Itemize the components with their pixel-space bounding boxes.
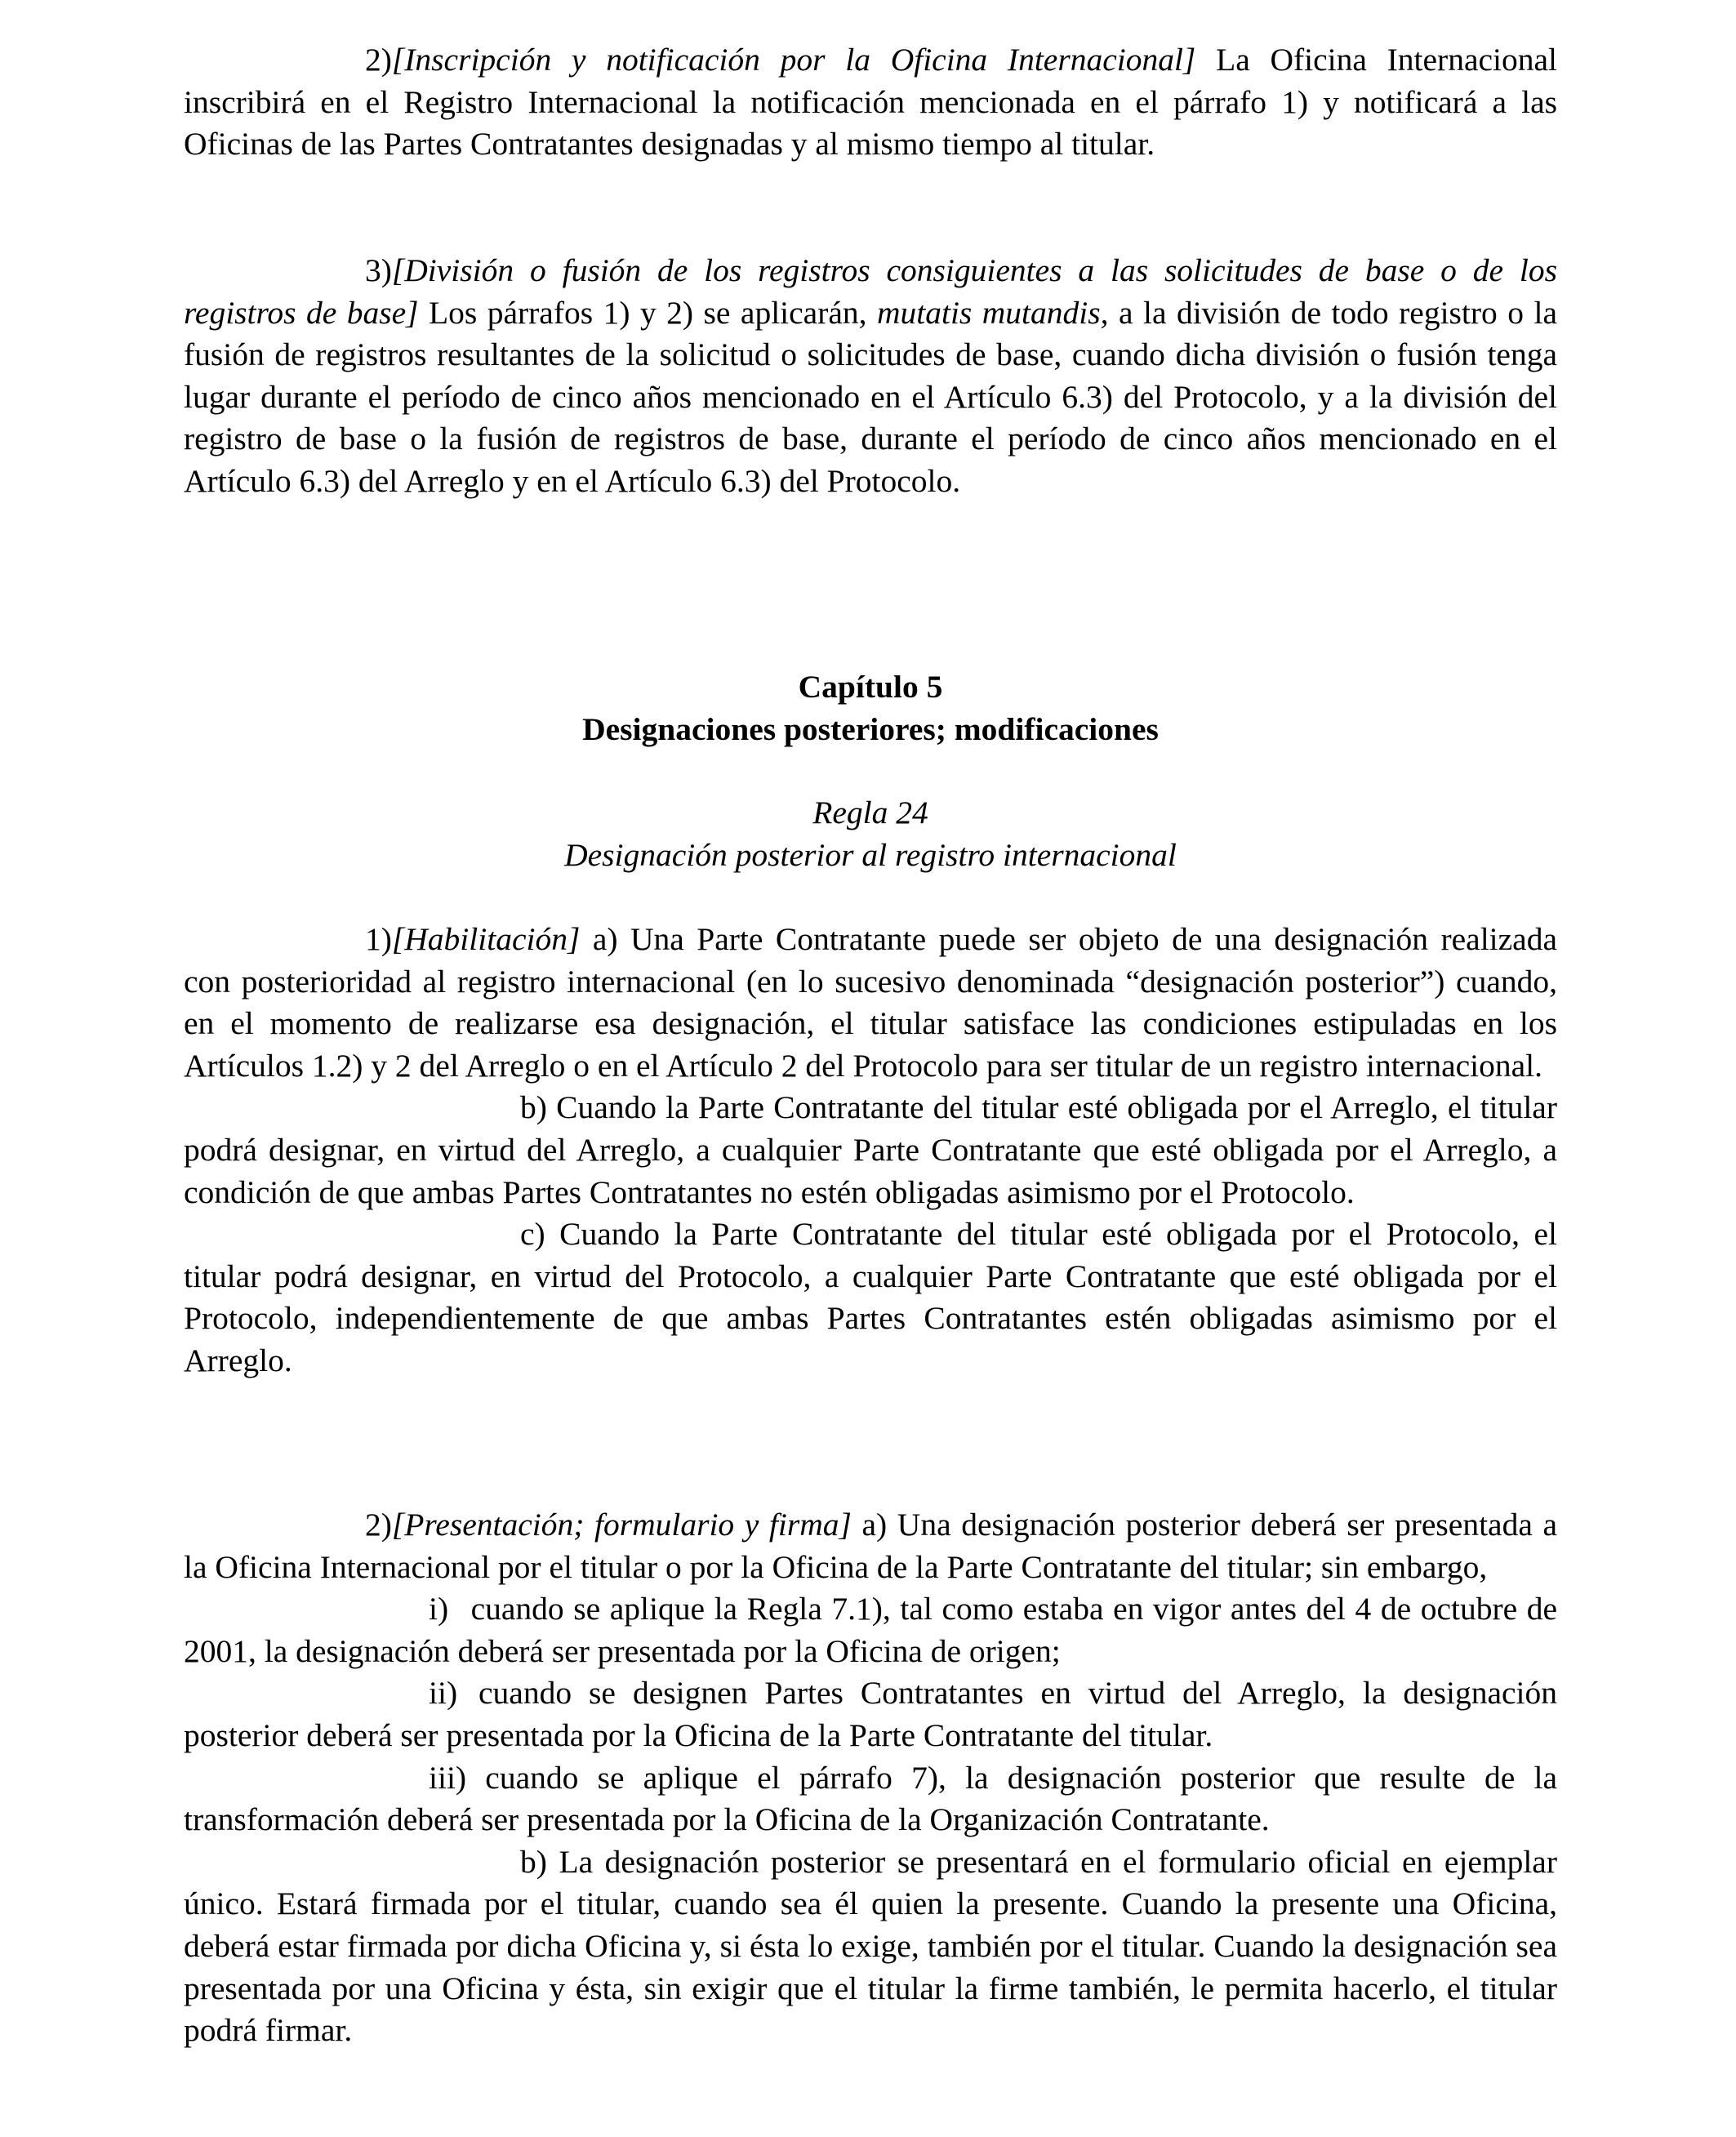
rule-label: Regla 24 — [812, 795, 928, 830]
item-label: i) — [429, 1591, 449, 1627]
paragraph-number: 2) — [365, 1507, 392, 1543]
subparagraph-b-text: La designación posterior se presentará en el formulario oficial en ejemplar único. Estará firmada por el titular, cuando sea él quien la presente. Cuando la presente una Oficina, deberá estar firmada por dicha Oficina y, si ésta lo exige, también por el titular. Cuando la designación sea presentada por una Oficina y ésta, sin exigir que el titular la firme también, le permita hacerlo, el titular podrá firmar. — [184, 1843, 1557, 2049]
item-iii-text: cuando se aplique el párrafo 7), la designación posterior que resulte de la transformación deberá ser presentada por la Oficina de la Organización Contratante. — [184, 1759, 1558, 1838]
rule-24-paragraph-2 — [184, 1504, 1557, 2052]
paragraph-2-b — [184, 1841, 1557, 2052]
subparagraph-a-text: a) Una designación posterior deberá ser presentada a la Oficina Internacional por el titular o por la Oficina de la Parte Contratante del titular; sin embargo, — [184, 1507, 1558, 1585]
subparagraph-label: b) — [520, 1843, 547, 1880]
paragraph-text-after: a la división de todo registro o la fusión de registros resultantes de la solicitud o solicitudes de base, cuando dicha división o fusión tenga lugar durante el período de cinco años mencionado en el Artículo 6.3) del Protocolo, y a la división del registro de base o la fusión de registros de base, durante el período de cinco años mencionado en el Artículo 6.3) del Arreglo y en el Artículo 6.3) del Protocolo. — [184, 294, 1557, 499]
paragraph-text-before: Los párrafos 1) y 2) se aplicarán, — [429, 294, 867, 331]
subparagraph-a-text: a) Una Parte Contratante puede ser objeto de una designación realizada con posterioridad al registro internacional (en lo sucesivo denominada “designación posterior”) cuando, en el momento de realizarse esa designación, el titular satisface las condiciones estipuladas en los Artículos 1.2) y 2 del Arreglo o en el Artículo 2 del Protocolo para ser titular de un registro internacional. — [184, 921, 1557, 1084]
item-i — [184, 1588, 1557, 1672]
subparagraph-label: c) — [520, 1216, 545, 1253]
paragraph-1-a — [184, 919, 1557, 1087]
paragraph-heading: [Presentación; formulario y firma] — [391, 1507, 852, 1543]
rule-24-paragraph-1 — [184, 919, 1557, 1382]
paragraph-number: 3) — [365, 252, 392, 288]
paragraph-number: 1) — [365, 921, 392, 957]
paragraph-heading: [Habilitación] — [391, 921, 581, 957]
chapter-title: Designaciones posteriores; modificaciones — [582, 711, 1159, 747]
item-label: iii) — [429, 1759, 467, 1796]
item-iii — [184, 1757, 1557, 1841]
item-ii-text: cuando se designen Partes Contratantes en virtud del Arreglo, la designación posterior deberá ser presentada por la Oficina de la Parte Contratante del titular. — [184, 1675, 1558, 1753]
paragraph-23-2 — [184, 39, 1557, 166]
subparagraph-label: b) — [520, 1089, 547, 1126]
paragraph-heading: [División o fusión de los registros consiguientes a las solicitudes de base o de los registros de base] — [184, 252, 1557, 331]
paragraph-1-c — [184, 1213, 1557, 1382]
paragraph-number: 2) — [365, 42, 392, 78]
paragraph-23-3 — [184, 250, 1557, 503]
paragraph-2-a — [184, 1504, 1557, 1588]
paragraph-1-b — [184, 1087, 1557, 1213]
subparagraph-c-text: Cuando la Parte Contratante del titular esté obligada por el Protocolo, el titular podrá designar, en virtud del Protocolo, a cualquier Parte Contratante que esté obligada por el Protocolo, independientemente de que ambas Partes Contratantes estén obligadas asimismo por el Arreglo. — [184, 1216, 1557, 1378]
item-i-text: cuando se aplique la Regla 7.1), tal como estaba en vigor antes del 4 de octubre de 2001, la designación deberá ser presentada por la Oficina de origen; — [184, 1591, 1557, 1669]
latin-phrase: mutatis mutandis, — [876, 294, 1109, 331]
paragraph-text: La Oficina Internacional inscribirá en el Registro Internacional la notificación mencionada en el párrafo 1) y notificará a las Oficinas de las Partes Contratantes designadas y al mismo tiempo al titular. — [184, 42, 1558, 163]
item-label: ii) — [429, 1675, 458, 1712]
chapter-label: Capítulo 5 — [798, 669, 943, 705]
item-ii — [184, 1672, 1557, 1756]
rule-title: Designación posterior al registro internacional — [564, 837, 1177, 873]
subparagraph-b-text: Cuando la Parte Contratante del titular esté obligada por el Arreglo, el titular podrá designar, en virtud del Arreglo, a cualquier Parte Contratante que esté obligada por el Arreglo, a condición de que ambas Partes Contratantes no estén obligadas asimismo por el Protocolo. — [184, 1089, 1557, 1210]
paragraph-heading: [Inscripción y notificación por la Oficina Internacional] — [391, 42, 1196, 78]
